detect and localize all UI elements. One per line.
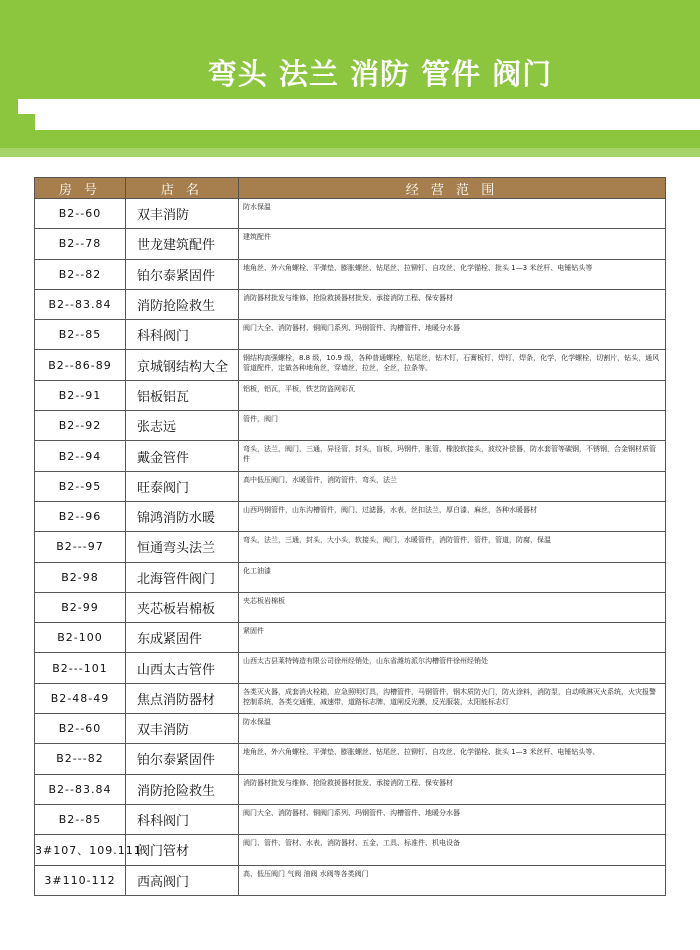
shop-name-cell: 恒通弯头法兰 <box>126 532 239 562</box>
business-scope-cell: 地角丝、外六角螺栓、平弹垫、膨胀螺丝、钻尾丝、拉铆钉、自攻丝、化学锚栓、批头 1—3 米丝杆、电锤钻头等 <box>239 259 666 289</box>
business-scope-cell: 夹芯板岩棉板 <box>239 592 666 622</box>
table-row <box>35 199 666 229</box>
shop-name-cell: 铂尔泰紧固件 <box>126 259 239 289</box>
room-number-cell: B2--86-89 <box>35 350 126 380</box>
shop-name-cell: 戴金管件 <box>126 441 239 471</box>
shop-name-cell: 双丰消防 <box>126 199 239 229</box>
shop-name-cell: 张志远 <box>126 411 239 441</box>
room-number-cell: B2--60 <box>35 714 126 744</box>
shop-name-cell: 科科阀门 <box>126 320 239 350</box>
header-business-scope: 经 营 范 围 <box>239 178 666 199</box>
market-name-english: Dongxing materials market <box>476 114 666 128</box>
business-scope-cell: 阀门大全、消防器材、铜阀门系列、玛钢管件、沟槽管件、地暖分水器 <box>239 320 666 350</box>
table-row <box>35 229 666 259</box>
table-row <box>35 289 666 319</box>
table-row <box>35 623 666 653</box>
room-number-cell: B2--85 <box>35 804 126 834</box>
business-scope-cell: 防水保温 <box>239 714 666 744</box>
business-scope-cell: 山西玛钢管件，山东沟槽管件，阀门，过滤器，水表，丝扣法兰，厚白漆，麻丝，各种水暖器材 <box>239 501 666 531</box>
shop-name-cell: 铝板铝瓦 <box>126 380 239 410</box>
business-scope-cell: 建筑配件 <box>239 229 666 259</box>
header-room: 房 号 <box>35 178 126 199</box>
business-scope-cell: 铝板，铝瓦，平板，铁艺防盗网彩瓦 <box>239 380 666 410</box>
business-scope-cell: 管件，阀门 <box>239 411 666 441</box>
shop-name-cell: 西高阀门 <box>126 865 239 895</box>
table-header-row <box>35 178 666 199</box>
room-number-cell: B2--83.84 <box>35 289 126 319</box>
table-row <box>35 259 666 289</box>
room-number-cell: B2--78 <box>35 229 126 259</box>
room-number-cell: B2--96 <box>35 501 126 531</box>
table-row <box>35 532 666 562</box>
table-row <box>35 441 666 471</box>
table-row <box>35 320 666 350</box>
table-row <box>35 804 666 834</box>
shop-name-cell: 焦点消防器材 <box>126 683 239 713</box>
room-number-cell: B2-48-49 <box>35 683 126 713</box>
table-row <box>35 380 666 410</box>
business-scope-cell: 地角丝、外六角螺栓、平弹垫、膨胀螺丝、钻尾丝、拉铆钉、自攻丝、化学锚栓、批头 1—3 米丝杆、电锤钻头等、 <box>239 744 666 774</box>
business-scope-cell: 阀门大全、消防器材、铜阀门系列、玛钢管件、沟槽管件、地暖分水器 <box>239 804 666 834</box>
business-scope-cell: 化工油漆 <box>239 562 666 592</box>
table-row <box>35 744 666 774</box>
room-number-cell: B2-99 <box>35 592 126 622</box>
banner-under-stripe <box>0 148 700 157</box>
room-number-cell: B2--92 <box>35 411 126 441</box>
decorative-square-icon <box>18 114 35 131</box>
business-scope-cell: 钢结构高强螺栓，8.8 级，10.9 级，各种普通螺栓，钻尾丝，钻木钉，石膏板钉，焊钉，焊条，化学，化学螺栓，切割片，钻头，通风管道配件，定做各种地角丝，穿墙丝，拉丝，全丝，拉条等。 <box>239 350 666 380</box>
table-row <box>35 411 666 441</box>
room-number-cell: B2--83.84 <box>35 774 126 804</box>
room-number-cell: B2-100 <box>35 623 126 653</box>
business-scope-cell: 弯头，法兰，三通，封头，大小头，软接头，阀门，水暖管件，消防管件，管件，管道，防腐，保温 <box>239 532 666 562</box>
business-scope-cell: 高、低压阀门 气阀 油阀 水阀等各类阀门 <box>239 865 666 895</box>
table-row <box>35 562 666 592</box>
room-number-cell: B2---82 <box>35 744 126 774</box>
shop-name-cell: 东成紧固件 <box>126 623 239 653</box>
market-name-chinese: 东兴物资市场 <box>598 103 664 116</box>
room-number-cell: B2--85 <box>35 320 126 350</box>
room-number-cell: B2-98 <box>35 562 126 592</box>
shop-name-cell: 北海管件阀门 <box>126 562 239 592</box>
table-row <box>35 653 666 683</box>
business-scope-cell: 高中低压阀门，水暖管件，消防管件，弯头，法兰 <box>239 471 666 501</box>
table-row <box>35 592 666 622</box>
table-row <box>35 865 666 895</box>
room-number-cell: 3#110-112 <box>35 865 126 895</box>
shop-name-cell: 世龙建筑配件 <box>126 229 239 259</box>
page-title: 弯头 法兰 消防 管件 阀门 <box>207 57 553 91</box>
room-number-cell: B2---97 <box>35 532 126 562</box>
business-scope-cell: 防水保温 <box>239 199 666 229</box>
shop-name-cell: 夹芯板岩棉板 <box>126 592 239 622</box>
table-row <box>35 714 666 744</box>
table-row <box>35 683 666 713</box>
room-number-cell: B2--95 <box>35 471 126 501</box>
table-row <box>35 501 666 531</box>
room-number-cell: B2---101 <box>35 653 126 683</box>
room-number-cell: B2--60 <box>35 199 126 229</box>
business-scope-cell: 紧固件 <box>239 623 666 653</box>
shop-name-cell: 铂尔泰紧固件 <box>126 744 239 774</box>
shop-name-cell: 阀门管材 <box>126 835 239 865</box>
room-number-cell: B2--91 <box>35 380 126 410</box>
table-row <box>35 835 666 865</box>
table-row <box>35 350 666 380</box>
business-scope-cell: 弯头，法兰，阀门，三通，异径管，封头，盲板，玛钢件，胀管，橡胶软接头，波纹补偿器，防水套管等碳钢，不锈钢，合金钢材质管件 <box>239 441 666 471</box>
shop-name-cell: 京城钢结构大全 <box>126 350 239 380</box>
business-scope-cell: 消防器材批发与维修、抢险救援器材批发、承接消防工程、保安器材 <box>239 774 666 804</box>
shop-name-cell: 锦鸿消防水暖 <box>126 501 239 531</box>
business-scope-cell: 各类灭火器，成套消火栓箱，应急照明灯具，沟槽管件，马钢管件，钢木质防火门，防火涂料，消防泵，自动喷淋灭火系统，火灾报警控制系统，各类交通锥，减速带，道路标志牌，道闸反光膜，反光服装，太阳能标志灯 <box>239 683 666 713</box>
header-shop-name: 店 名 <box>126 178 239 199</box>
table-row <box>35 471 666 501</box>
shop-directory-table <box>34 177 666 896</box>
shop-name-cell: 双丰消防 <box>126 714 239 744</box>
business-scope-cell: 阀门、管件、管材、水表、消防器材、五金、工具、标准件、机电设备 <box>239 835 666 865</box>
shop-name-cell: 旺泰阀门 <box>126 471 239 501</box>
room-number-cell: B2--94 <box>35 441 126 471</box>
business-scope-cell: 消防器材批发与维修、抢险救援器材批发、承接消防工程、保安器材 <box>239 289 666 319</box>
business-scope-cell: 山西太古县莱特铸造有限公司徐州经销处，山东省潍坊派尔沟槽管件徐州经销处 <box>239 653 666 683</box>
room-number-cell: 3#107、109.111 <box>35 835 126 865</box>
shop-name-cell: 科科阀门 <box>126 804 239 834</box>
shop-name-cell: 山西太古管件 <box>126 653 239 683</box>
table-row <box>35 774 666 804</box>
shop-name-cell: 消防抢险救生 <box>126 774 239 804</box>
room-number-cell: B2--82 <box>35 259 126 289</box>
shop-name-cell: 消防抢险救生 <box>126 289 239 319</box>
